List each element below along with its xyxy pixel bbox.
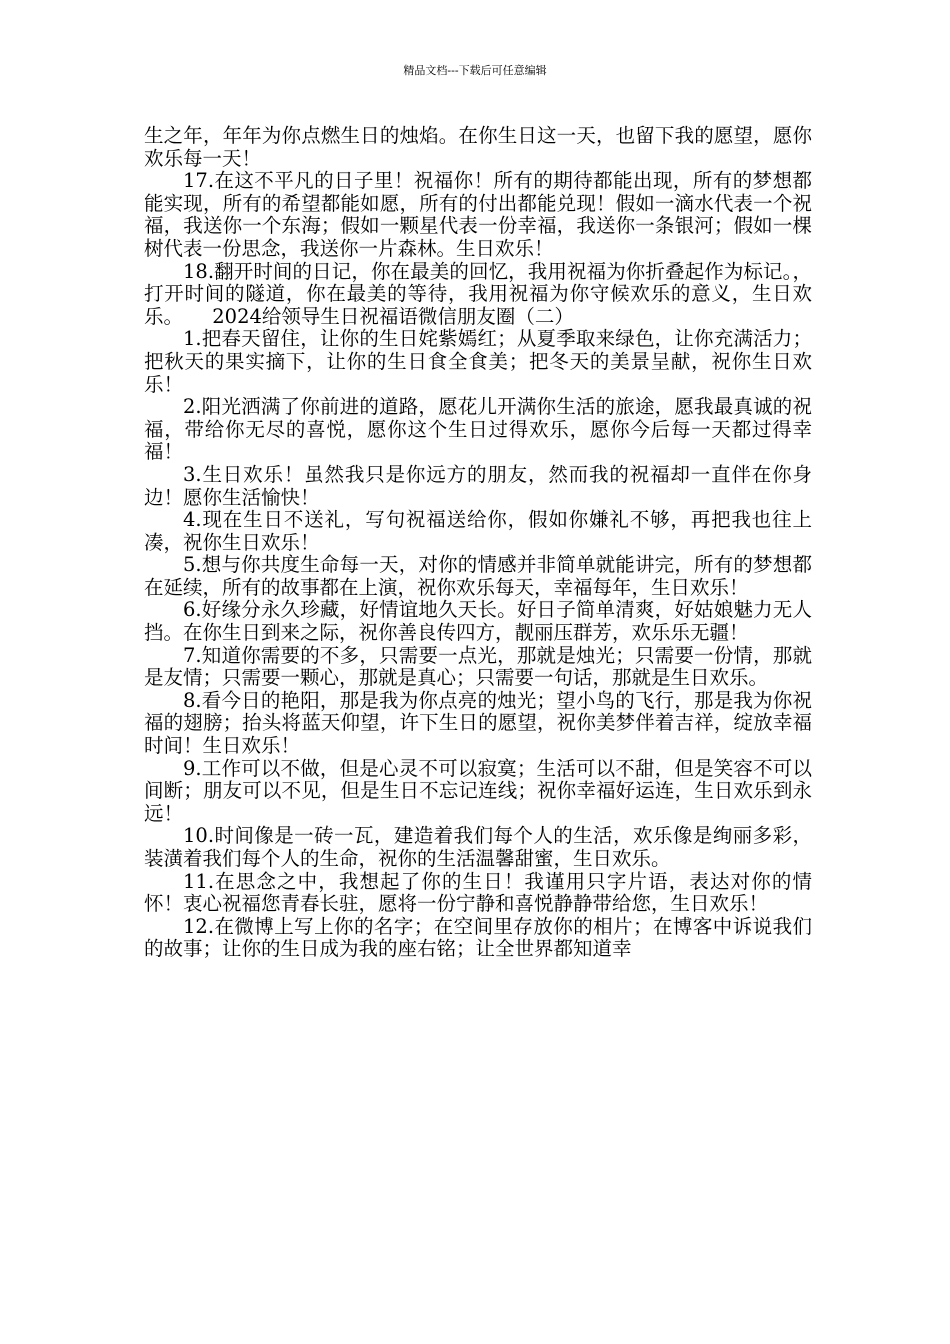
paragraph: 10.时间像是一砖一瓦，建造着我们每个人的生活，欢乐像是绚丽多彩，装潢着我们每个人的生命，祝你的生活温馨甜蜜，生日欢乐。 <box>144 824 812 870</box>
paragraph: 1.把春天留住，让你的生日姹紫嫣红；从夏季取来绿色，让你充满活力；把秋天的果实摘下，让你的生日食全食美；把冬天的美景呈献，祝你生日欢乐！ <box>144 327 812 396</box>
paragraph: 17.在这不平凡的日子里！祝福你！所有的期待都能出现，所有的梦想都能实现，所有的希望都能如愿，所有的付出都能兑现！假如一滴水代表一个祝福，我送你一个东海；假如一颗星代表一份幸福，我送你一条银河；假如一棵树代表一份思念，我送你一片森林。生日欢乐！ <box>144 169 812 260</box>
paragraph: 9.工作可以不做，但是心灵不可以寂寞；生活可以不甜，但是笑容不可以间断；朋友可以不见，但是生日不忘记连线；祝你幸福好运连，生日欢乐到永远！ <box>144 756 812 825</box>
paragraph: 8.看今日的艳阳，那是我为你点亮的烛光；望小鸟的飞行，那是我为你祝福的翅膀；抬头将蓝天仰望，许下生日的愿望，祝你美梦伴着吉祥，绽放幸福时间！生日欢乐！ <box>144 688 812 758</box>
document-body <box>144 125 812 961</box>
paragraph: 6.好缘分永久珍藏，好情谊地久天长。好日子简单清爽，好姑娘魅力无人挡。在你生日到来之际，祝你善良传四方，靓丽压群芳，欢乐乐无疆！ <box>144 598 812 645</box>
paragraph: 生之年，年年为你点燃生日的烛焰。在你生日这一天，也留下我的愿望，愿你欢乐每一天！ <box>144 124 812 170</box>
paragraph: 4.现在生日不送礼，写句祝福送给你，假如你嫌礼不够，再把我也往上凑，祝你生日欢乐！ <box>144 508 812 554</box>
paragraph: 12.在微博上写上你的名字；在空间里存放你的相片；在博客中诉说我们的故事；让你的生日成为我的座右铭；让全世界都知道幸 <box>144 914 812 961</box>
paragraph: 5.想与你共度生命每一天，对你的情感并非简单就能讲完，所有的梦想都在延续，所有的故事都在上演，祝你欢乐每天，幸福每年，生日欢乐！ <box>144 553 812 599</box>
page-header: 精品文档---下载后可任意编辑 <box>403 64 547 77</box>
paragraph: 18.翻开时间的日记，你在最美的回忆，我用祝福为你折叠起作为标记。，打开时间的隧道，你在最美的等待，我用祝福为你守候欢乐的意义，生日欢乐。 2024给领导生日祝福语微信朋友圈（二） <box>144 259 812 328</box>
paragraph: 2.阳光洒满了你前进的道路，愿花儿开满你生活的旅途，愿我最真诚的祝福，带给你无尽的喜悦，愿你这个生日过得欢乐，愿你今后每一天都过得幸福！ <box>144 395 812 464</box>
paragraph: 7.知道你需要的不多，只需要一点光，那就是烛光；只需要一份情，那就是友情；只需要一颗心，那就是真心；只需要一句话，那就是生日欢乐。 <box>144 643 812 690</box>
paragraph: 3.生日欢乐！虽然我只是你远方的朋友，然而我的祝福却一直伴在你身边！愿你生活愉快！ <box>144 462 812 509</box>
paragraph: 11.在思念之中，我想起了你的生日！我谨用只字片语，表达对你的情怀！衷心祝福您青春长驻，愿将一份宁静和喜悦静静带给您，生日欢乐！ <box>144 869 812 916</box>
